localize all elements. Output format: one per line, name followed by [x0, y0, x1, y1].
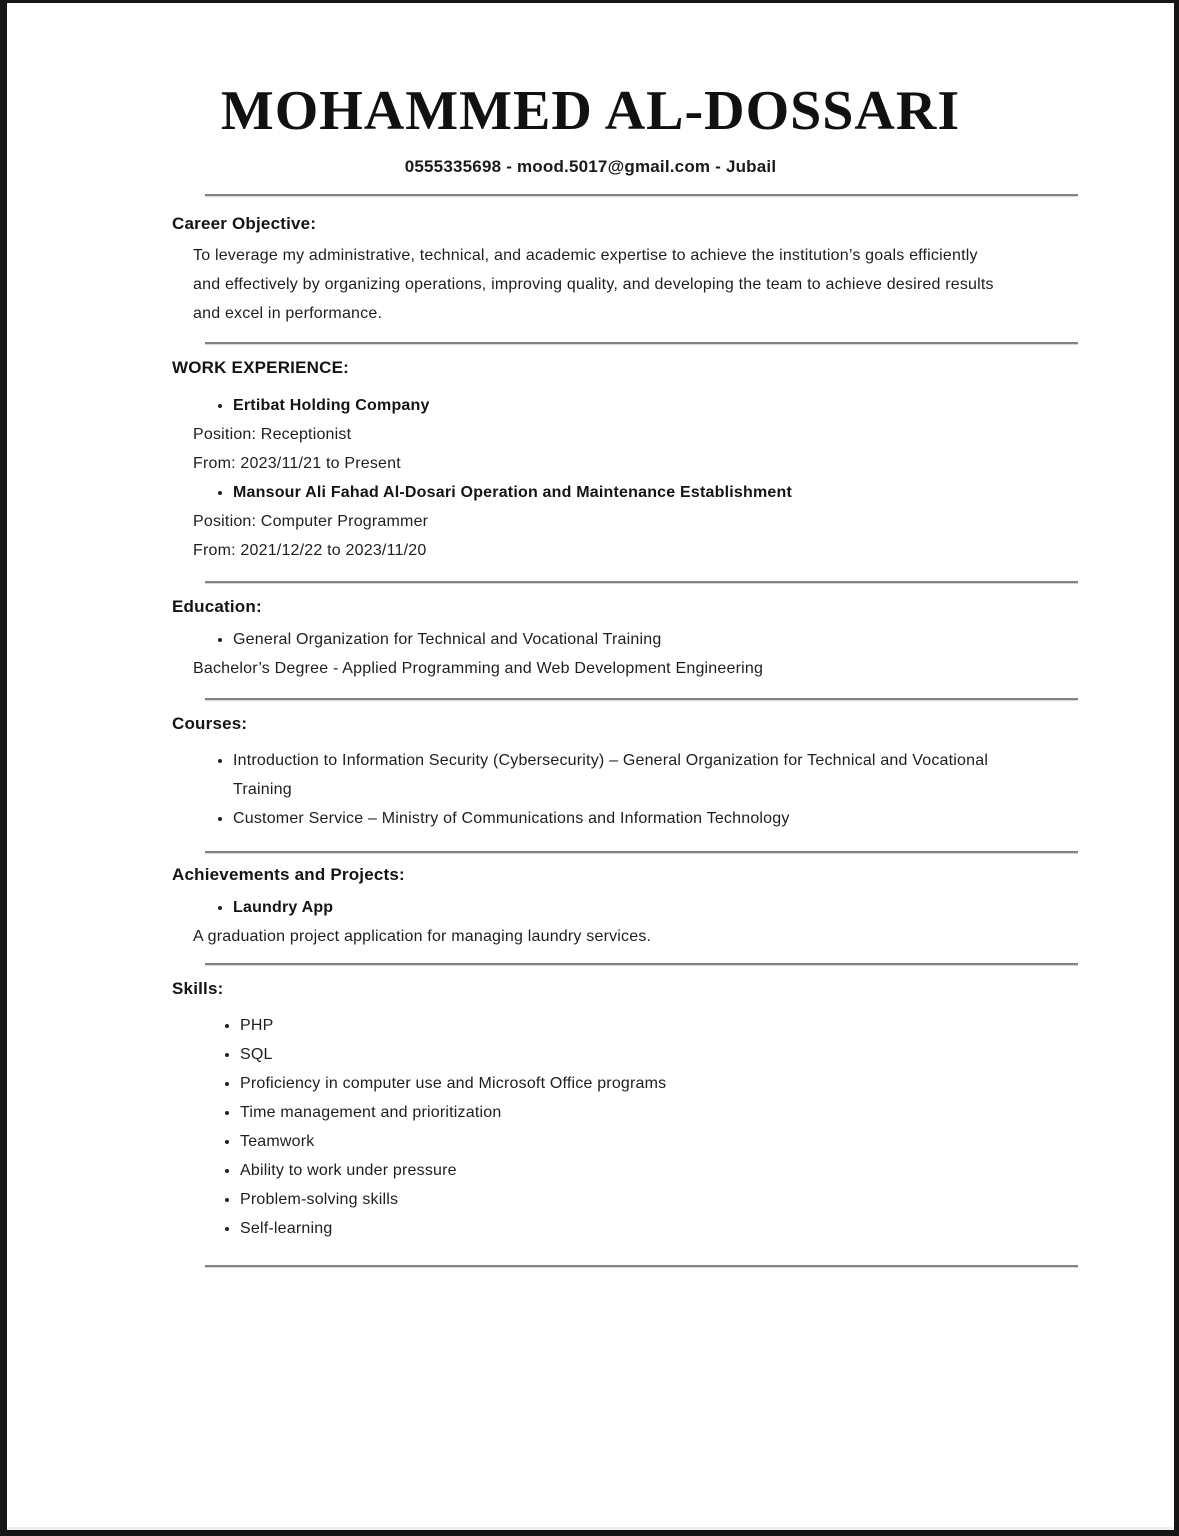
career-objective-text: To leverage my administrative, technical, and academic expertise to achieve the institution’s goals efficiently and effectively by organizing operations, improving quality, and developing the team to achieve desired results and excel in performance.	[193, 247, 994, 322]
skill-item	[225, 1185, 1174, 1214]
section-skills	[7, 978, 1174, 1243]
courses-title: Courses:	[172, 714, 248, 733]
skill-label: PHP	[240, 1017, 274, 1034]
skills-title: Skills:	[172, 979, 224, 998]
education-institution: General Organization for Technical and Vocational Training	[233, 631, 662, 648]
education-title: Education:	[172, 597, 262, 616]
section-divider	[205, 963, 1078, 966]
bullet-icon	[218, 638, 222, 642]
section-courses	[7, 713, 1174, 833]
education-institution-item	[218, 625, 1174, 654]
bullet-icon	[225, 1198, 229, 1202]
course-item	[218, 804, 1174, 833]
skill-label: SQL	[240, 1046, 273, 1063]
project-description: A graduation project application for managing laundry services.	[193, 928, 652, 945]
bullet-icon	[225, 1053, 229, 1057]
skill-item	[225, 1069, 1174, 1098]
skill-label: Proficiency in computer use and Microsoft Office programs	[240, 1075, 667, 1092]
resume-page	[7, 3, 1174, 1530]
section-work-experience	[7, 357, 1174, 565]
bullet-icon	[225, 1227, 229, 1231]
skill-label: Ability to work under pressure	[240, 1162, 457, 1179]
skill-label: Problem-solving skills	[240, 1191, 399, 1208]
job-company-item	[218, 478, 1174, 507]
bullet-icon	[218, 404, 222, 408]
section-divider	[205, 1265, 1078, 1268]
section-career-objective	[7, 213, 1174, 328]
job-position: Position: Receptionist	[193, 426, 352, 443]
section-education	[7, 596, 1174, 683]
project-item	[218, 893, 1174, 922]
section-divider	[205, 194, 1078, 197]
section-divider	[205, 851, 1078, 854]
skill-item	[225, 1127, 1174, 1156]
job-period: From: 2021/12/22 to 2023/11/20	[193, 542, 427, 559]
bullet-icon	[225, 1024, 229, 1028]
skills-list	[7, 1011, 1174, 1243]
course-name: Customer Service – Ministry of Communications and Information Technology	[233, 810, 790, 827]
bullet-icon	[218, 817, 222, 821]
section-divider	[205, 581, 1078, 584]
job-period: From: 2023/11/21 to Present	[193, 455, 401, 472]
skill-label: Teamwork	[240, 1133, 315, 1150]
bullet-icon	[225, 1169, 229, 1173]
skill-label: Self-learning	[240, 1220, 333, 1237]
achievements-title: Achievements and Projects:	[172, 865, 405, 884]
bullet-icon	[225, 1140, 229, 1144]
skill-label: Time management and prioritization	[240, 1104, 502, 1121]
project-name: Laundry App	[233, 899, 334, 916]
bullet-icon	[218, 491, 222, 495]
skill-item	[225, 1214, 1174, 1243]
bullet-icon	[218, 759, 222, 763]
bullet-icon	[218, 906, 222, 910]
job-company-item	[218, 391, 1174, 420]
skill-item	[225, 1098, 1174, 1127]
job-company-name: Ertibat Holding Company	[233, 397, 430, 414]
bullet-icon	[225, 1082, 229, 1086]
course-name: Introduction to Information Security (Cybersecurity) – General Organization for Technical and Vocational Training	[233, 752, 989, 798]
work-experience-title: WORK EXPERIENCE:	[172, 358, 349, 377]
section-divider	[205, 698, 1078, 701]
skill-item	[225, 1156, 1174, 1185]
education-degree: Bachelor’s Degree - Applied Programming and Web Development Engineering	[193, 660, 764, 677]
job-company-name: Mansour Ali Fahad Al-Dosari Operation and Maintenance Establishment	[233, 484, 792, 501]
job-position: Position: Computer Programmer	[193, 513, 429, 530]
section-divider	[205, 342, 1078, 345]
contact-line: 0555335698 - mood.5017@gmail.com - Jubail	[404, 157, 777, 176]
course-item	[218, 746, 1174, 804]
candidate-name: MOHAMMED AL-DOSSARI	[220, 80, 961, 142]
section-achievements	[7, 864, 1174, 951]
bullet-icon	[225, 1111, 229, 1115]
skill-item	[225, 1040, 1174, 1069]
career-objective-title: Career Objective:	[172, 214, 317, 233]
skill-item	[225, 1011, 1174, 1040]
